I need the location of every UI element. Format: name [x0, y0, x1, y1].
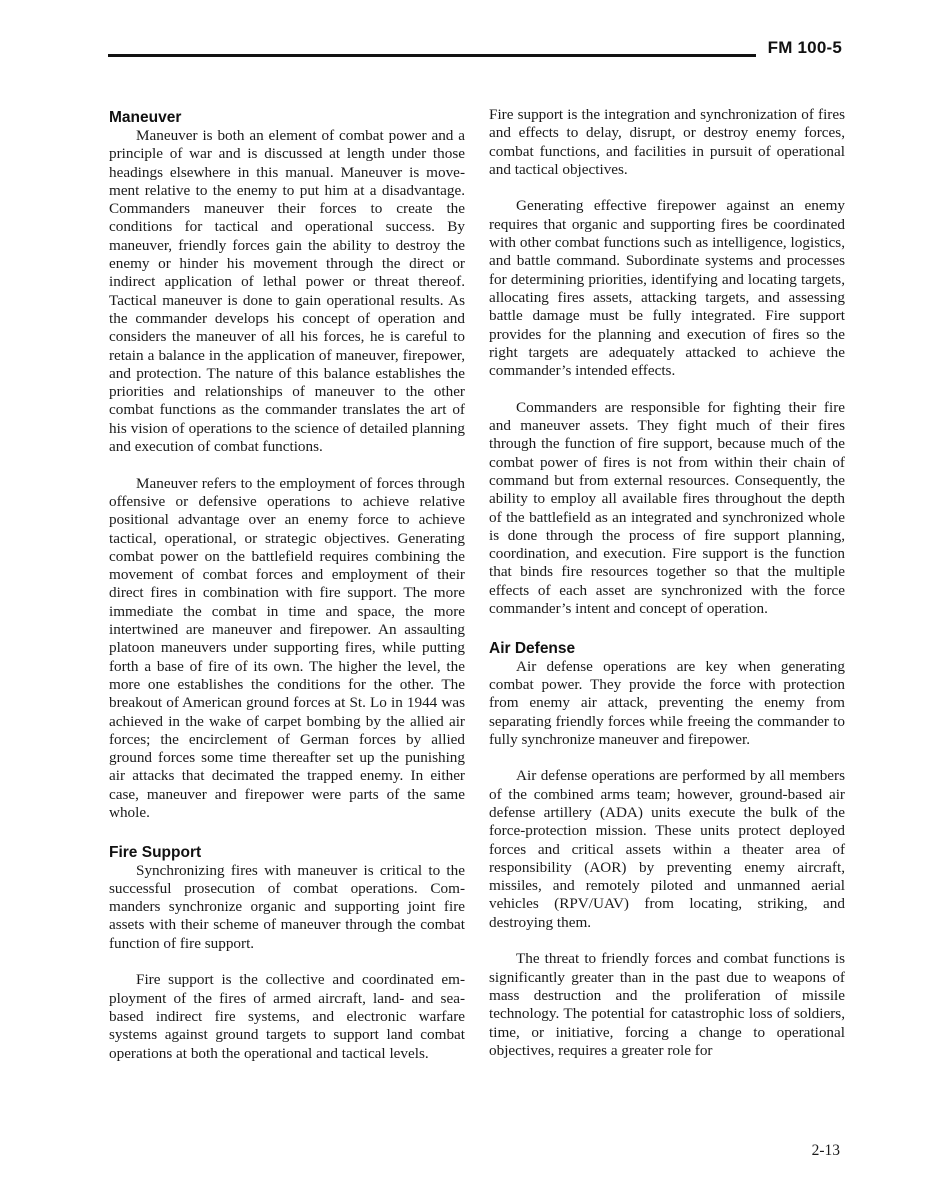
air-defense-paragraph-2: Air defense operations are performed by all members of the combined arms team; however, ground-based air defense artillery (ADA) units execute the bulk of the force-protection mission. These units protect deployed forces and critical assets within a theater area of responsibility (AOR) by preventing enemy aircraft, missiles, and remotely piloted and unmanned aerial vehicles (RPV/UAV) from locating, striking, and destroying them. [489, 767, 845, 931]
fire-support-continued-paragraph-1: Fire support is the integration and synchronization of fires and effects to delay, disrupt, or destroy enemy forces, combat functions, and facilities in pursuit of operational and tactical objectives. [489, 106, 845, 178]
heading-maneuver: Maneuver [109, 109, 182, 126]
heading-fire-support: Fire Support [109, 843, 202, 861]
heading-air-defense: Air Defense [489, 639, 576, 657]
manual-id: FM 100-5 [767, 38, 842, 57]
fire-support-continued-paragraph-2: Generating effective firepower against an enemy requires that organic and supporting fires be coordinated with other combat functions such as intelligence, logistics, and battle command. Subordinate systems and processes for determining priorities, identifying and locating targets, allocating fires assets, attacking targets, and assessing battle damage must be fully integrated. Fire support provides for the planning and execution of fires so the right targets are adequately attacked to achieve the commander’s intended effects. [489, 197, 845, 380]
fire-support-continued-paragraph-3: Commanders are responsible for fighting their fire and maneuver assets. They fight much of their fires through the function of fire support, because much of the combat power of fires is not from within their chain of command but from external resources. Consequently, the ability to employ all available fires throughout the depth of the battlefield as an integrated and synchronized whole is done through the process of fire support planning, coordination, and execution. Fire support is the function that binds fire resources together so that the multiple effects of each asset are synchronized with the force commander’s intent and concept of operation. [489, 398, 845, 618]
air-defense-paragraph-3: The threat to friendly forces and combat functions is significantly greater than in the past due to weapons of mass destruction and the proliferation of missile technology. The potential for catastrophic loss of soldiers, time, or initiative, forcing a change to operational objectives, requires a greater role for [489, 950, 845, 1059]
fire-support-paragraph-1: Synchronizing fires with maneuver is critical to the successful prosecution of combat operations. Commanders synchronize organic and supporting joint fire assets with their scheme of maneuver through the combat function of fire support. [109, 861, 465, 952]
maneuver-paragraph-1: Maneuver is both an element of combat power and a principle of war and is discussed at length under those headings elsewhere in this manual. Maneuver is movement relative to the enemy to put him at a disadvantage. Commanders maneuver their forces to create the conditions for tactical and operational success. By maneuver, friendly forces gain the ability to destroy the enemy or hinder his movement through the direct or indirect application of lethal power or threat thereof. Tactical maneuver is done to gain operational results. As the commander develops his concept of operation and considers the maneuver of all his forces, he is careful to retain a balance in the application of maneuver, firepower, and protection. The nature of this balance establishes the priorities and relationships of maneuver to the other combat functions as the commander translates the art of his vision of operations to the science of detailed planning and execution of combat functions. [109, 127, 465, 456]
right-column [489, 106, 845, 1078]
header-rule [108, 54, 756, 57]
left-column [109, 106, 465, 1081]
air-defense-paragraph-1: Air defense operations are key when generating combat power. They provide the force with protection from enemy air attack, preventing the enemy from separating friendly forces while freeing the commander to fully synchronize maneuver and firepower. [489, 657, 845, 748]
maneuver-paragraph-2: Maneuver refers to the employment of forces through offensive or defensive operations to achieve relative positional advantage over an enemy force to achieve tactical, operational, or strategic objectives. Generating combat power on the battlefield requires combining the movement of combat forces and employment of their direct fires in combination with fire support. The more immediate the combat in time and space, the more intertwined are maneuver and firepower. An assaulting platoon maneuvers under supporting fires, while putting forth a base of fire of its own. The higher the level, the more one establishes the conditions for the other. The breakout of American ground forces at St. Lo in 1944 was achieved in the wake of carpet bombing by the allied air forces; the encirclement of German forces by allied ground forces some time thereafter set up the punishing air attacks that decimated the trapped enemy. In either case, maneuver and firepower were parts of the same whole. [109, 474, 465, 821]
page-number: 2-13 [811, 1142, 840, 1159]
fire-support-paragraph-2: Fire support is the collective and coordinated employment of the fires of armed aircraft, land- and sea-based indirect fire systems, and electronic warfare systems against ground targets to support land combat operations at both the operational and tactical levels. [109, 971, 465, 1062]
